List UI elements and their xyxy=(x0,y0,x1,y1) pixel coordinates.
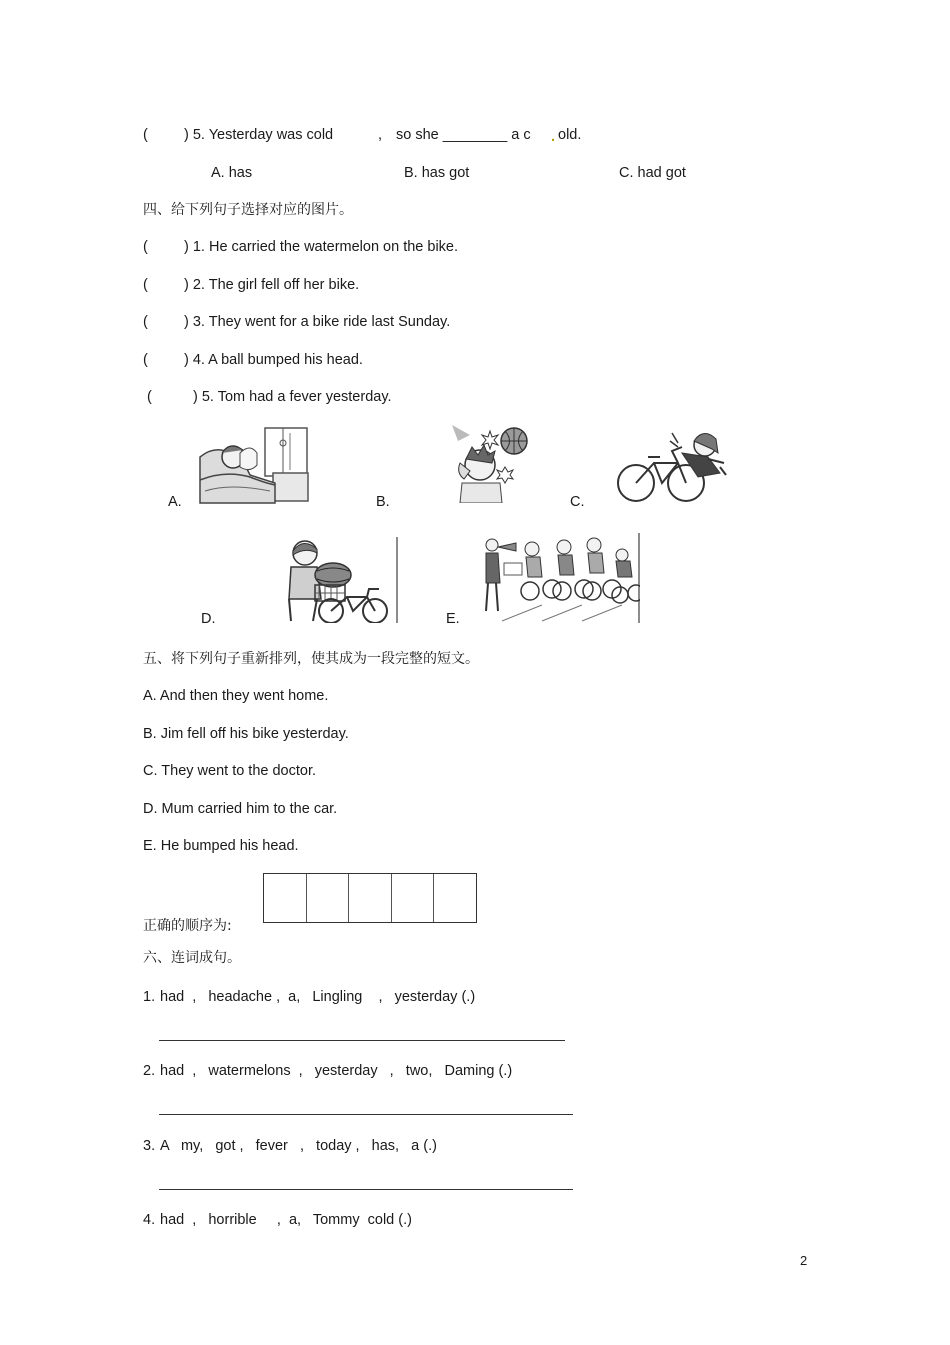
section4-title: 四、给下列句子选择对应的图片。 xyxy=(143,202,353,218)
q5-paren: ( xyxy=(143,127,148,143)
s6-item2-num: 2. xyxy=(143,1063,156,1079)
s4-item3-paren: ( xyxy=(143,314,148,330)
answer-line-3[interactable] xyxy=(159,1189,573,1190)
picture-label-d: D. xyxy=(201,611,216,627)
q5-text-c: old. xyxy=(558,127,582,143)
s6-item3-num: 3. xyxy=(143,1138,156,1154)
section5-title: 五、将下列句子重新排列，使其成为一段完整的短文。 xyxy=(143,651,479,667)
s5-sentence-b: B. Jim fell off his bike yesterday. xyxy=(143,726,349,742)
s5-sentence-d: D. Mum carried him to the car. xyxy=(143,801,338,817)
family-bike-ride-image xyxy=(482,533,640,623)
order-label: 正确的顺序为: xyxy=(143,918,232,934)
s5-sentence-c: C. They went to the doctor. xyxy=(143,763,317,779)
page-number: 2 xyxy=(800,1253,808,1268)
order-box-1[interactable] xyxy=(264,874,307,922)
s4-item1-paren: ( xyxy=(143,239,148,255)
order-box-3[interactable] xyxy=(349,874,392,922)
picture-label-b: B. xyxy=(376,494,390,510)
q5-text-b: so she ________ a c xyxy=(396,127,531,143)
s4-item5-text: ) 5. Tom had a fever yesterday. xyxy=(193,389,392,405)
order-answer-boxes[interactable] xyxy=(263,873,477,923)
picture-label-a: A. xyxy=(168,494,182,510)
s5-sentence-e: E. He bumped his head. xyxy=(143,838,299,854)
s4-item4-paren: ( xyxy=(143,352,148,368)
order-box-2[interactable] xyxy=(307,874,350,922)
q5-option-a: A. has xyxy=(211,165,253,181)
s4-item2-text: ) 2. The girl fell off her bike. xyxy=(184,277,360,293)
s6-item2-words: had , watermelons , yesterday , two, Daming (.) xyxy=(160,1063,513,1079)
s4-item4-text: ) 4. A ball bumped his head. xyxy=(184,352,363,368)
s6-item4-num: 4. xyxy=(143,1212,156,1228)
answer-line-2[interactable] xyxy=(159,1114,573,1115)
q5-option-c: C. had got xyxy=(619,165,686,181)
picture-label-e: E. xyxy=(446,611,460,627)
answer-line-1[interactable] xyxy=(159,1040,565,1041)
s6-item3-words: A my, got , fever , today , has, a (.) xyxy=(160,1138,437,1154)
order-box-5[interactable] xyxy=(434,874,476,922)
s4-item2-paren: ( xyxy=(143,277,148,293)
s6-item1-num: 1. xyxy=(143,989,156,1005)
q5-option-b: B. has got xyxy=(404,165,470,181)
s4-item1-text: ) 1. He carried the watermelon on the bike. xyxy=(184,239,459,255)
s5-sentence-a: A. And then they went home. xyxy=(143,688,329,704)
girl-fell-off-bike-image xyxy=(612,423,728,507)
picture-label-c: C. xyxy=(570,494,585,510)
ball-bumped-head-image xyxy=(450,423,536,503)
s6-item4-words: had , horrible , a, Tommy cold (.) xyxy=(160,1212,412,1228)
section6-title: 六、连词成句。 xyxy=(143,950,241,966)
q5-comma: , xyxy=(378,127,383,143)
boy-watermelon-bike-image xyxy=(283,537,399,623)
s6-item1-words: had , headache , a, Lingling , yesterday (.) xyxy=(160,989,476,1005)
q5-dot: . xyxy=(551,129,556,145)
order-box-4[interactable] xyxy=(392,874,435,922)
q5-text-a: ) 5. Yesterday was cold xyxy=(184,127,334,143)
s4-item5-paren: ( xyxy=(147,389,152,405)
s4-item3-text: ) 3. They went for a bike ride last Sunday. xyxy=(184,314,451,330)
boy-sick-in-bed-image xyxy=(195,425,310,505)
